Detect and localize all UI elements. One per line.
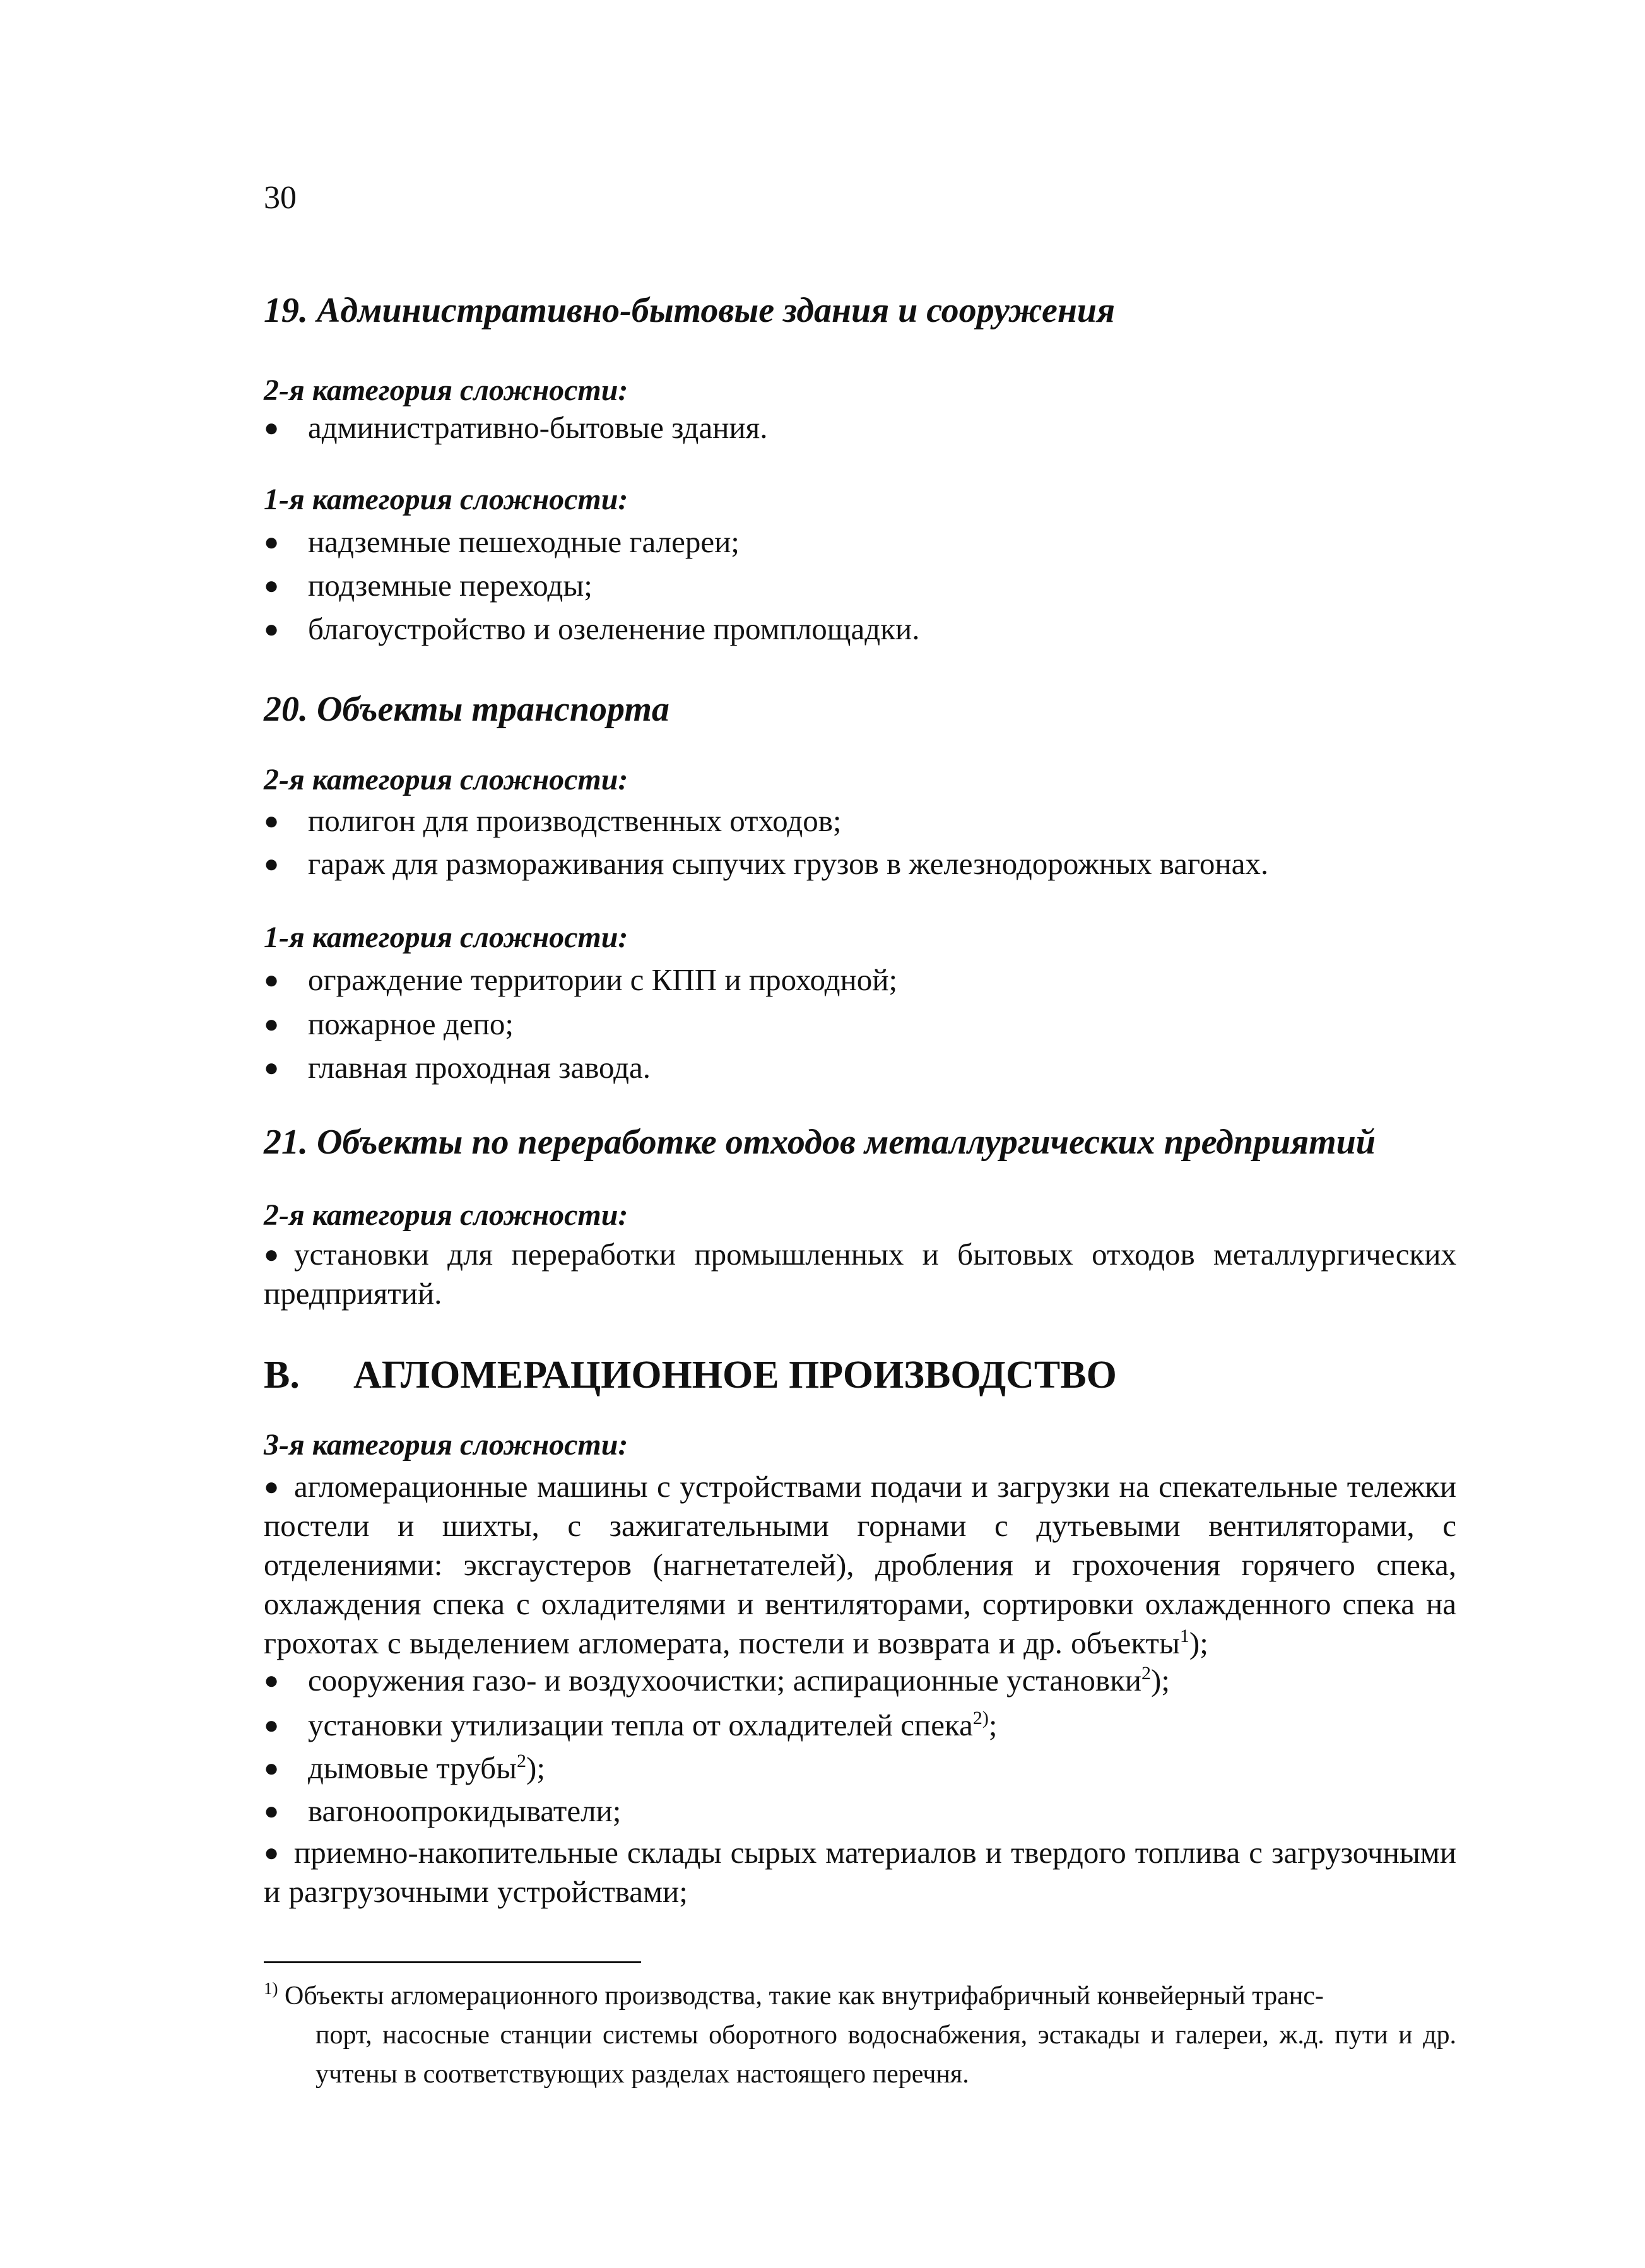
bullet-icon: ● (264, 849, 280, 878)
footnote-ref: 2 (1141, 1663, 1151, 1684)
bullet-icon: ● (264, 1010, 280, 1038)
bullet-icon: ● (264, 1797, 280, 1825)
bullet-icon: ● (264, 571, 280, 599)
list-item: ● установки утилизации тепла от охладителей спека$^{2)}$; (264, 1708, 998, 1742)
bullet-icon: ● (264, 1754, 280, 1782)
bullet-icon: ● (264, 1838, 280, 1867)
footnote-ref: 1 (1179, 1626, 1189, 1646)
list-item: ● агломерационные машины с устройствами подачи и загрузки на спекательные тележки постели и шихты, с зажигательными горнами с дутьевыми вентиляторами, с отделениями: эксгаустеров (нагнетателей), дробления и грохочения горячего спека, охлаждения спека с охладителями и вентиляторами, сортировки охлажденного спека на грохотах с выделением агломерата, постели и возврата и др. объекты$^1$); (264, 1467, 1456, 1663)
list-item: ● ограждение территории с КПП и проходной; (264, 962, 898, 997)
bullet-icon: ● (264, 806, 280, 835)
list-item: ● административно-бытовые здания. (264, 410, 768, 445)
bullet-icon: ● (264, 1240, 280, 1268)
footnote-first-line: Объекты агломерационного производства, такие как внутрифабричный конвейерный транс- (285, 1982, 1324, 2011)
footnote-ref: 2 (517, 1751, 526, 1771)
section-b-letter: В. (264, 1354, 300, 1397)
list-item: ● установки для переработки промышленных и бытовых отходов металлургических предприятий. (264, 1235, 1456, 1313)
section-b-title: АГЛОМЕРАЦИОННОЕ ПРОИЗВОДСТВО (353, 1354, 1117, 1397)
list-item: ● надземные пешеходные галереи; (264, 524, 740, 559)
bullet-icon: ● (264, 528, 280, 556)
footnote-continuation: порт, насосные станции системы оборотного водоснабжения, эстакады и галереи, ж.д. пути и др. учтены в соответствующих разделах настоящего перечня. (315, 2021, 1456, 2089)
list-item: ● гараж для размораживания сыпучих грузов в железнодорожных вагонах. (264, 846, 1269, 881)
footnote-divider (264, 1961, 641, 1963)
bullet-icon: ● (264, 966, 280, 994)
footnote-marker: 1) (264, 1979, 278, 1998)
list-item: ● приемно-накопительные склады сырых материалов и твердого топлива с загрузочными и разгрузочными устройствами; (264, 1833, 1456, 1911)
bullet-icon: ● (264, 615, 280, 643)
section-21-heading: 21. Объекты по переработке отходов металлургических предприятий (264, 1123, 1376, 1162)
bullet-icon: ● (264, 1666, 280, 1694)
section-19-cat2-label: 2-я категория сложности: (264, 374, 628, 407)
section-20-cat2-label: 2-я категория сложности: (264, 763, 628, 796)
list-item: ● вагоноопрокидыватели; (264, 1793, 622, 1828)
list-item: ● сооружения газо- и воздухоочистки; аспирационные установки$^2$); (264, 1663, 1170, 1698)
section-21-cat2-label: 2-я категория сложности: (264, 1198, 628, 1232)
section-20-cat1-label: 1-я категория сложности: (264, 921, 628, 954)
list-item: ● главная проходная завода. (264, 1050, 651, 1085)
section-b-cat3-label: 3-я категория сложности: (264, 1428, 628, 1462)
bullet-icon: ● (264, 413, 280, 442)
footnote-ref: 2) (972, 1708, 989, 1728)
bullet-icon: ● (264, 1053, 280, 1082)
list-item: ● дымовые трубы$^2$); (264, 1751, 545, 1785)
list-item: ● подземные переходы; (264, 568, 593, 603)
bullet-icon: ● (264, 1711, 280, 1739)
section-20-heading: 20. Объекты транспорта (264, 690, 669, 729)
section-19-heading: 19. Административно-бытовые здания и сооружения (264, 291, 1115, 330)
list-item: ● полигон для производственных отходов; (264, 803, 842, 838)
list-item: ● благоустройство и озеленение промплощадки. (264, 611, 920, 646)
bullet-icon: ● (264, 1472, 280, 1501)
section-b-heading (264, 1354, 1117, 1397)
page-number: 30 (264, 180, 297, 216)
footnote (264, 1976, 1456, 2094)
section-19-cat1-label: 1-я категория сложности: (264, 483, 628, 516)
list-item: ● пожарное депо; (264, 1007, 514, 1041)
